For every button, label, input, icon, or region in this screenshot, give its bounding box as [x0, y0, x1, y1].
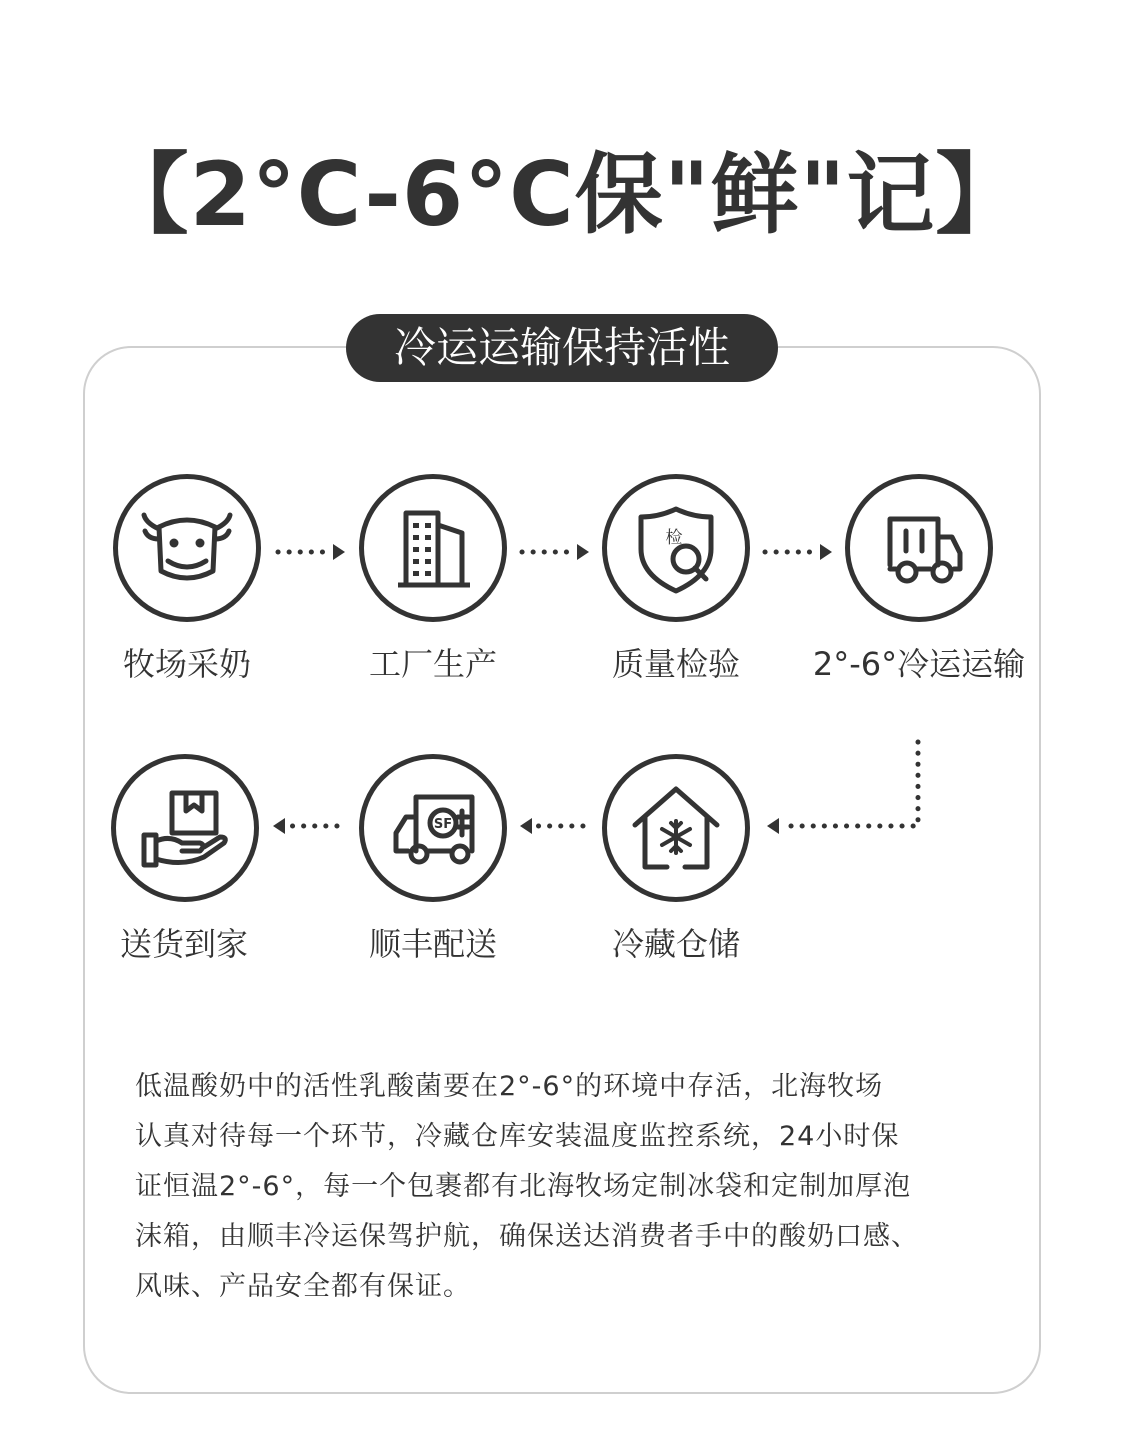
- description-paragraph: [135, 1062, 995, 1312]
- refrigerated-truck-icon: [850, 479, 988, 617]
- cold-storage-house-icon: [607, 759, 745, 897]
- package-hand-icon: [116, 759, 254, 897]
- step-label: 质量检验: [611, 645, 740, 683]
- svg-text:检: 检: [665, 528, 683, 548]
- step-factory-production: [359, 474, 507, 622]
- step-quality-inspection: [602, 474, 750, 622]
- sf-delivery-truck-icon: [364, 759, 502, 897]
- description-line: 认真对待每一个环节，冷藏仓库安装温度监控系统，24小时保: [135, 1121, 900, 1152]
- step-label: 工厂生产: [368, 645, 497, 683]
- quality-inspection-shield-icon: [607, 479, 745, 617]
- description-line: 低温酸奶中的活性乳酸菌要在2°-6°的环境中存活，北海牧场: [135, 1071, 884, 1102]
- step-home-delivery: [111, 754, 259, 902]
- description-line: 风味、产品安全都有保证。: [135, 1271, 471, 1302]
- step-label: 顺丰配送: [368, 925, 497, 963]
- step-cold-storage: [602, 754, 750, 902]
- svg-text:SF: SF: [433, 817, 453, 832]
- step-label: 2°-6°冷运运输: [812, 645, 1026, 683]
- step-label: 送货到家: [119, 925, 248, 963]
- section-badge: 冷运运输保持活性: [346, 314, 778, 382]
- factory-building-icon: [364, 479, 502, 617]
- step-ranch-milking: [113, 474, 261, 622]
- description-line: 证恒温2°-6°，每一个包裹都有北海牧场定制冰袋和定制加厚泡: [135, 1171, 912, 1202]
- description-line: 沫箱，由顺丰冷运保驾护航，确保送达消费者手中的酸奶口感、: [135, 1221, 919, 1252]
- page-title: 【2°C-6°C保"鲜"记】: [100, 143, 1025, 246]
- step-cold-chain-transport: [845, 474, 993, 622]
- cow-icon: [118, 479, 256, 617]
- step-label: 牧场采奶: [122, 645, 251, 683]
- step-label: 冷藏仓储: [611, 925, 740, 963]
- step-sf-delivery: [359, 754, 507, 902]
